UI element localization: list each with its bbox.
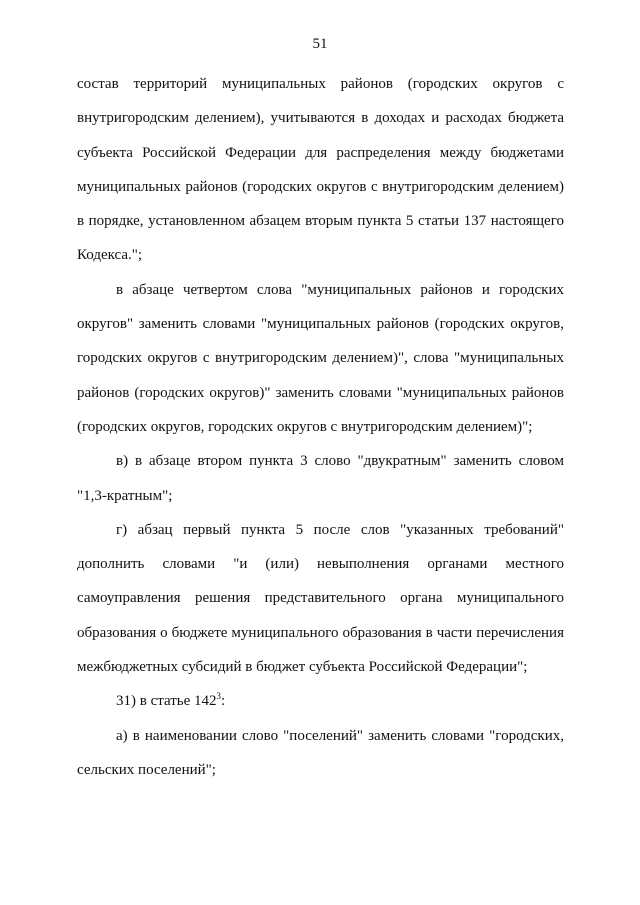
paragraph-continuation: состав территорий муниципальных районов (городских округов с внутригородским делением), учитываются в доходах и расходах бюджета субъекта Российской Федерации для распределения между бюджетами муниципальных районов (городских округов с внутригородским делением) в порядке, установленном абзацем вторым пункта 5 статьи 137 настоящего Кодекса.";	[77, 76, 564, 264]
paragraph-item-g: г) абзац первый пункта 5 после слов "указанных требований" дополнить словами "и (или) невыполнения органами местного самоуправления решения представительного органа муниципального образования о бюджете муниципального образования в части перечисления межбюджетных субсидий в бюджет субъекта Российской Федерации";	[77, 521, 564, 676]
paragraph-item-a: а) в наименовании слово "поселений" заменить словами "городских, сельских поселений";	[77, 727, 564, 778]
paragraph-amendment-fourth-abzac: в абзаце четвертом слова "муниципальных районов и городских округов" заменить словами "муниципальных районов (городских округов, городских округов с внутригородским делением)", слова "муниципальных районов (городских округов)" заменить словами "муниципальных районов (городских округов, городских округов с внутригородским делением)";	[77, 281, 564, 435]
page-number: 51	[312, 36, 328, 52]
article-superscript: 3	[216, 691, 222, 702]
paragraph-item-v: в) в абзаце втором пункта 3 слово "двукратным" заменить словом "1,3-кратным";	[77, 453, 564, 504]
item-31-colon: :	[221, 693, 226, 710]
paragraph-item-31	[77, 684, 564, 718]
item-31-text: 31) в статье 142	[116, 693, 217, 710]
document-body	[77, 67, 564, 787]
